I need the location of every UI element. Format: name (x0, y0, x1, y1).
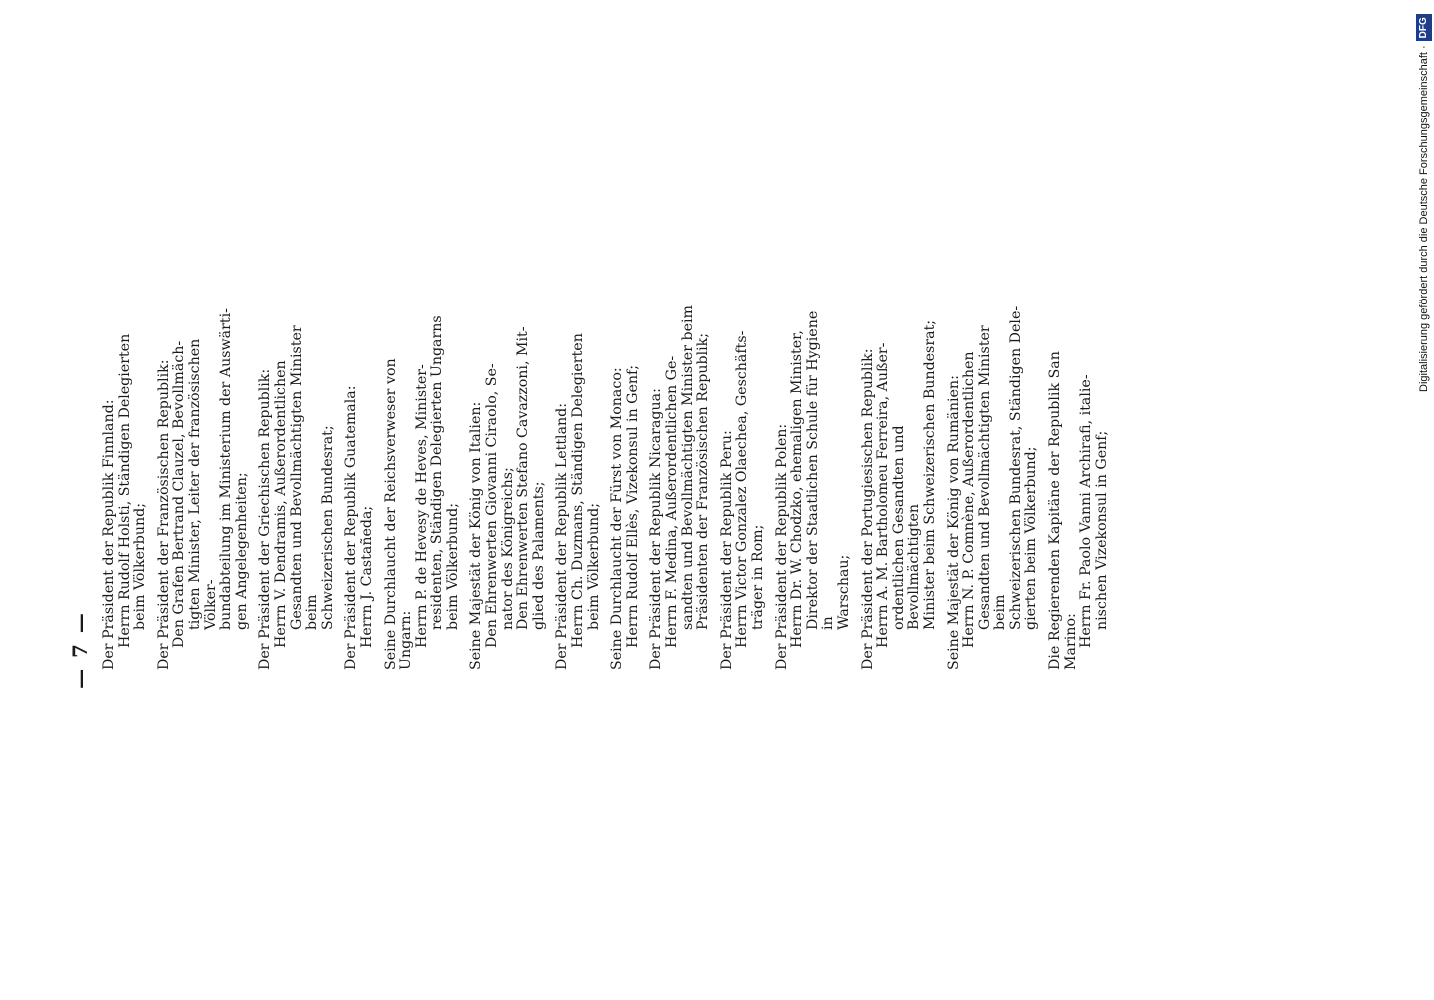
entry-line: beim Völkerbund; (132, 503, 149, 630)
entry-line: Minister beim Schweizerischen Bundesrat; (921, 319, 938, 630)
entry-line: Herrn Fr. Paolo Vanni Archirafi, italie- (1078, 374, 1095, 648)
entry-head: Der Präsident der Republik Finnland: (101, 399, 117, 670)
entry-line: Den Ehrenwerten Giovanni Ciraolo, Se- (484, 363, 501, 648)
entry-line: Herrn J. Castañeda; (358, 505, 375, 648)
entry-line: glied des Palaments; (530, 481, 547, 630)
entry-line: Herrn N. P. Comnène, Außerordentlichen (961, 351, 978, 648)
entry-head: Der Präsident der Republik Guatemala: (343, 385, 360, 670)
entry-head: Der Präsident der Republik Polen: (773, 423, 790, 670)
entry-line: träger in Rom; (749, 524, 766, 630)
entry-head: Der Präsident der Griechischen Republik: (257, 368, 274, 670)
entry-line: Präsidenten der Französischen Republik; (695, 332, 712, 630)
entry-head: Der Präsident der Republik Peru: (718, 430, 735, 670)
entry-block (384, 300, 462, 670)
entry-line: beim Völkerbund; (585, 503, 602, 630)
dfg-logo: DFG (1416, 14, 1432, 41)
entry-line: Herrn F. Medina, Außerordentlichen Ge- (664, 355, 680, 648)
entry-head: Seine Majestät der König von Italien: (468, 401, 485, 670)
entry-line: Schweizerischen Bundesrat, Ständigen Dele- (1007, 305, 1024, 630)
entry-line: Den Grafen Bertrand Clauzel, Bevollmäch- (171, 340, 188, 648)
entry-block (157, 300, 251, 670)
entry-block (775, 300, 853, 670)
entry-block (258, 300, 336, 670)
entry-line: bundabteilung im Ministerium der Auswärti- (218, 308, 235, 630)
entry-line: nischen Vizekonsul in Genf; (1093, 430, 1110, 630)
entry-block (649, 300, 711, 670)
entry-line: Warschau; (835, 554, 852, 630)
entry-line: nator des Königreichs; (499, 467, 516, 630)
entry-head: Der Präsident der Republik Nicaragua: (648, 388, 665, 670)
entry-line: Den Ehrenwerten Stefano Cavazzoni, Mit- (515, 326, 532, 630)
entry-line: Gesandten und Bevollmächtigten Minister beim (976, 325, 1009, 630)
entry-block (720, 300, 767, 670)
page-number: — 7 — (68, 611, 92, 689)
entry-head: Der Präsident der Französischen Republik: (155, 359, 172, 670)
entry-line: tigten Minister, Leiter der französischen Völker- (186, 338, 219, 630)
entry-block (102, 300, 149, 670)
entry-list (102, 300, 1118, 670)
entry-line: Herrn Ch. Duzmans, Ständigen Delegierten (570, 333, 587, 648)
entry-head: Seine Majestät der König von Rumänien: (945, 375, 962, 670)
entry-line: beim Völkerbund; (444, 503, 461, 630)
entry-line: sandten und Bevollmächtigten Minister beim (679, 305, 696, 630)
entry-line: Herrn Victor Gonzalez Olaechea, Geschäfts- (734, 330, 751, 648)
entry-line: Herrn Dr. W. Chodzko, ehemaligen Minister, (789, 330, 806, 648)
entry-line: Herrn Rudolf Holsti, Ständigen Delegierten (116, 333, 133, 648)
entry-line: gierten beim Völkerbund; (1023, 446, 1040, 630)
entry-line: Gesandten und Bevollmächtigten Minister beim (288, 325, 321, 630)
entry-line: ordentlichen Gesandten und Bevollmächtigten (890, 425, 923, 630)
digitization-credit (1414, 8, 1434, 392)
entry-line: gen Angelegenheiten; (233, 472, 250, 630)
entry-line: Herrn A. M. Bartholomeu Ferreira, Außer- (875, 342, 892, 648)
entry-block (947, 300, 1041, 670)
entry-line: Herrn Rudolf Ellès, Vizekonsul in Genf; (624, 364, 641, 648)
entry-line: Schweizerischen Bundesrat; (319, 425, 336, 630)
entry-head: Der Präsident der Portugiesischen Republik: (859, 348, 876, 670)
entry-head: Seine Durchlaucht der Fürst von Monaco: (609, 367, 626, 670)
entry-line: Herrn V. Dendramis, Außerordentlichen (272, 360, 289, 648)
entry-block (1048, 300, 1110, 670)
rotated-page (62, 305, 1282, 970)
entry-block (344, 300, 375, 670)
entry-line: Direktor der Staatlichen Schule für Hygiene in (804, 310, 837, 630)
entry-head: Seine Durchlaucht der Reichsverweser von Ungarn: (382, 358, 415, 670)
entry-head: Die Regierenden Kapitäne der Republik San Marino: (1047, 351, 1079, 670)
entry-line: Herrn P. de Hevesy de Heves, Minister- (413, 364, 430, 648)
entry-head: Der Präsident der Republik Lettland: (554, 402, 571, 670)
entry-line: residenten, Ständigen Delegierten Ungarns (429, 315, 446, 630)
credit-text: Digitalisierung gefördert durch die Deutsche Forschungsgemeinschaft · (1418, 45, 1430, 392)
entry-block (555, 300, 602, 670)
entry-block (469, 300, 547, 670)
entry-block (861, 300, 939, 670)
entry-block (610, 300, 641, 670)
